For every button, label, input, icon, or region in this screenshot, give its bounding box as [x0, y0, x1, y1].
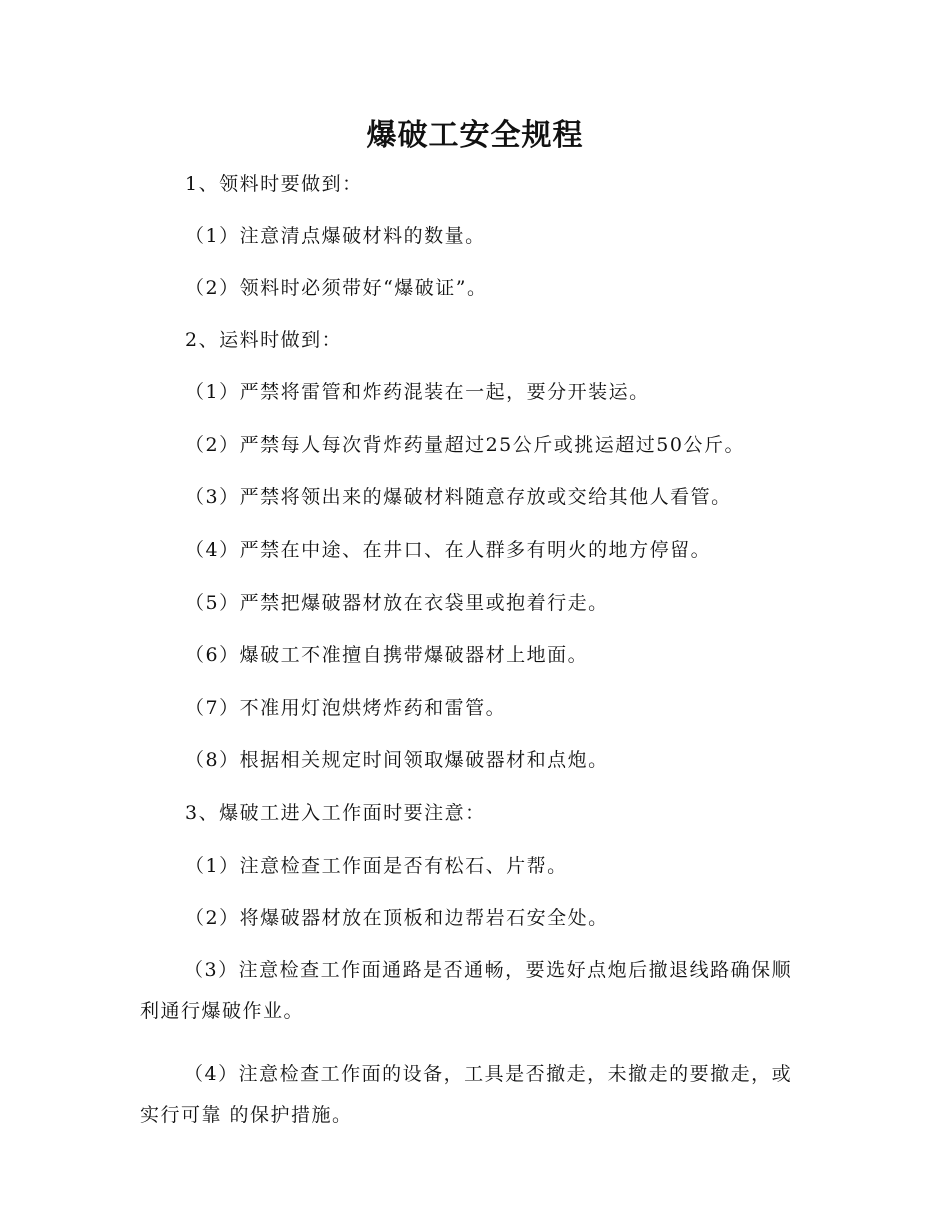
list-item: （1）严禁将雷管和炸药混装在一起，要分开装运。: [185, 381, 650, 403]
list-item: （4）严禁在中途、在井口、在人群多有明火的地方停留。: [185, 539, 712, 561]
list-item: （6）爆破工不准擅自携带爆破器材上地面。: [185, 644, 589, 666]
paragraph-item: （4）注意检查工作面的设备，工具是否撤走，未撤走的要撤走，或实行可靠 的保护措施。: [140, 1063, 793, 1126]
section-heading-3: 3、爆破工进入工作面时要注意：: [185, 802, 486, 824]
section-heading-2: 2、运料时做到：: [185, 329, 343, 351]
list-item: （2）严禁每人每次背炸药量超过25公斤或挑运超过50公斤。: [185, 434, 745, 456]
list-item: （2）将爆破器材放在顶板和边帮岩石安全处。: [185, 907, 609, 929]
list-item: （3）严禁将领出来的爆破材料随意存放或交给其他人看管。: [185, 486, 732, 508]
list-item: （8）根据相关规定时间领取爆破器材和点炮。: [185, 749, 609, 771]
list-item: （5）严禁把爆破器材放在衣袋里或抱着行走。: [185, 592, 609, 614]
section-heading-1: 1、领料时要做到：: [185, 173, 363, 195]
paragraph-item: （3）注意检查工作面通路是否通畅，要选好点炮后撤退线路确保顺利通行爆破作业。: [140, 959, 793, 1022]
list-item: （1）注意清点爆破材料的数量。: [185, 225, 486, 247]
document-title: 爆破工安全规程: [366, 118, 584, 153]
list-item: （2）领料时必须带好“爆破证”。: [185, 277, 488, 299]
list-item: （7）不准用灯泡烘烤炸药和雷管。: [185, 697, 507, 719]
list-item: （1）注意检查工作面是否有松石、片帮。: [185, 855, 568, 877]
